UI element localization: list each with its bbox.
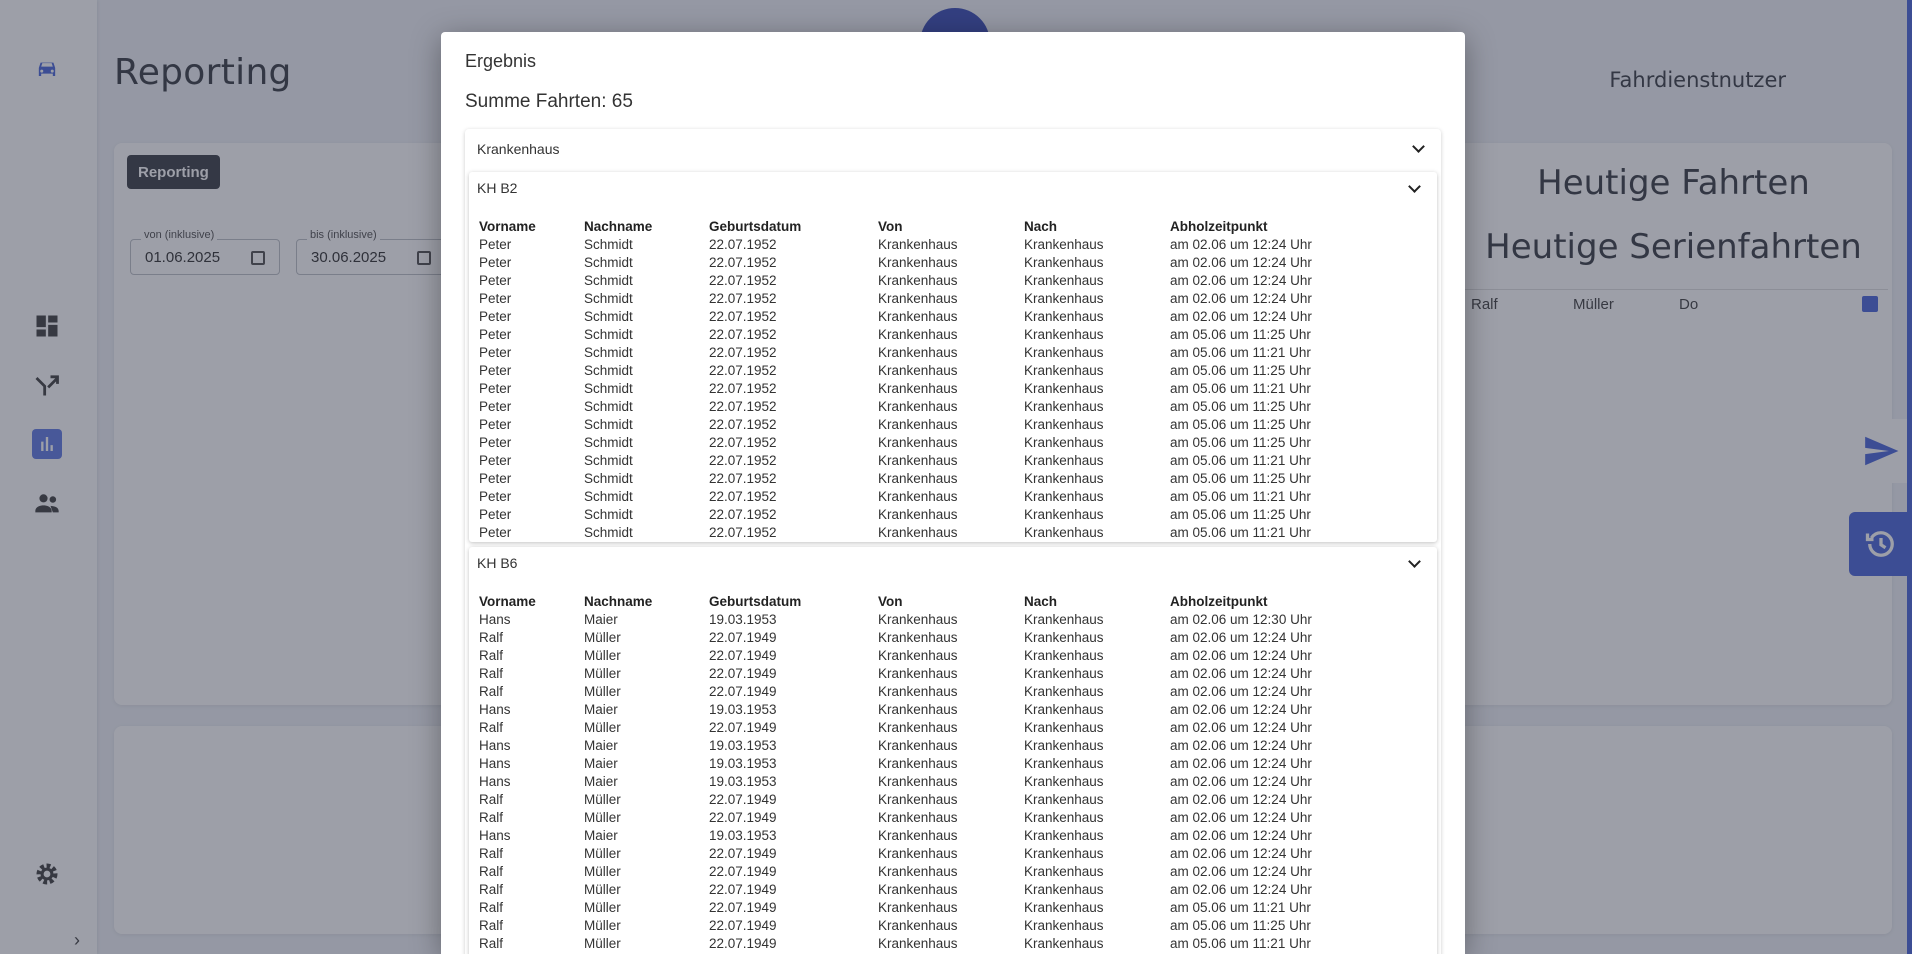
cell-von: Krankenhaus: [878, 719, 958, 735]
cell-abholzeitpunkt: am 05.06 um 11:25 Uhr: [1170, 416, 1311, 432]
rides-summary: Summe Fahrten: 65: [465, 91, 633, 112]
cell-vorname: Peter: [479, 434, 512, 450]
cell-nachname: Müller: [584, 647, 621, 663]
cell-von: Krankenhaus: [878, 290, 958, 306]
cell-von: Krankenhaus: [878, 665, 958, 681]
cell-nachname: Schmidt: [584, 452, 633, 468]
cell-von: Krankenhaus: [878, 647, 958, 663]
cell-von: Krankenhaus: [878, 308, 958, 324]
cell-nachname: Maier: [584, 737, 618, 753]
cell-von: Krankenhaus: [878, 881, 958, 897]
cell-nach: Krankenhaus: [1024, 488, 1104, 504]
cell-geburtsdatum: 22.07.1952: [709, 452, 777, 468]
column-header: Vorname: [479, 593, 536, 609]
cell-abholzeitpunkt: am 02.06 um 12:24 Uhr: [1170, 290, 1312, 306]
cell-abholzeitpunkt: am 02.06 um 12:30 Uhr: [1170, 611, 1312, 627]
cell-geburtsdatum: 22.07.1952: [709, 380, 777, 396]
cell-von: Krankenhaus: [878, 611, 958, 627]
column-header: Vorname: [479, 218, 536, 234]
cell-nachname: Schmidt: [584, 308, 633, 324]
cell-abholzeitpunkt: am 02.06 um 12:24 Uhr: [1170, 773, 1312, 789]
cell-nachname: Müller: [584, 719, 621, 735]
cell-von: Krankenhaus: [878, 416, 958, 432]
cell-nach: Krankenhaus: [1024, 683, 1104, 699]
table-row: [479, 808, 1370, 826]
table-header-row: [479, 592, 1370, 610]
cell-von: Krankenhaus: [878, 326, 958, 342]
cell-geburtsdatum: 22.07.1952: [709, 308, 777, 324]
column-header: Nach: [1024, 218, 1058, 234]
cell-abholzeitpunkt: am 05.06 um 11:21 Uhr: [1170, 524, 1311, 540]
cell-von: Krankenhaus: [878, 791, 958, 807]
cell-nach: Krankenhaus: [1024, 524, 1104, 540]
cell-nach: Krankenhaus: [1024, 899, 1104, 915]
cell-geburtsdatum: 22.07.1949: [709, 647, 777, 663]
table-row: [479, 934, 1370, 952]
cell-nach: Krankenhaus: [1024, 398, 1104, 414]
cell-nach: Krankenhaus: [1024, 308, 1104, 324]
cell-von: Krankenhaus: [878, 488, 958, 504]
cell-vorname: Peter: [479, 506, 512, 522]
cell-von: Krankenhaus: [878, 524, 958, 540]
table-row: [479, 682, 1370, 700]
table-row: [479, 523, 1370, 541]
section-label: KH B2: [477, 180, 518, 196]
cell-abholzeitpunkt: am 05.06 um 11:21 Uhr: [1170, 899, 1311, 915]
column-header: Nachname: [584, 218, 653, 234]
section-header[interactable]: [469, 172, 1437, 206]
cell-von: Krankenhaus: [878, 809, 958, 825]
column-header: Geburtsdatum: [709, 218, 802, 234]
cell-geburtsdatum: 19.03.1953: [709, 773, 777, 789]
cell-vorname: Hans: [479, 827, 511, 843]
table-row: [479, 700, 1370, 718]
cell-nachname: Müller: [584, 665, 621, 681]
cell-vorname: Ralf: [479, 935, 504, 951]
cell-von: Krankenhaus: [878, 380, 958, 396]
cell-vorname: Ralf: [479, 791, 504, 807]
chevron-down-icon[interactable]: [1408, 180, 1421, 193]
cell-vorname: Hans: [479, 737, 511, 753]
cell-geburtsdatum: 22.07.1952: [709, 398, 777, 414]
cell-nachname: Schmidt: [584, 344, 633, 360]
cell-nachname: Schmidt: [584, 272, 633, 288]
cell-geburtsdatum: 22.07.1949: [709, 683, 777, 699]
section-panel-kh-b6: [469, 547, 1437, 954]
cell-abholzeitpunkt: am 02.06 um 12:24 Uhr: [1170, 683, 1312, 699]
cell-nach: Krankenhaus: [1024, 470, 1104, 486]
cell-geburtsdatum: 22.07.1952: [709, 524, 777, 540]
table-row: [479, 646, 1370, 664]
cell-von: Krankenhaus: [878, 254, 958, 270]
cell-abholzeitpunkt: am 02.06 um 12:24 Uhr: [1170, 755, 1312, 771]
cell-von: Krankenhaus: [878, 434, 958, 450]
table-row: [479, 628, 1370, 646]
cell-vorname: Ralf: [479, 683, 504, 699]
cell-vorname: Hans: [479, 755, 511, 771]
cell-abholzeitpunkt: am 05.06 um 11:25 Uhr: [1170, 434, 1311, 450]
cell-von: Krankenhaus: [878, 755, 958, 771]
cell-nachname: Maier: [584, 827, 618, 843]
cell-vorname: Ralf: [479, 665, 504, 681]
cell-nachname: Schmidt: [584, 236, 633, 252]
table-row: [479, 235, 1370, 253]
cell-vorname: Ralf: [479, 809, 504, 825]
cell-von: Krankenhaus: [878, 506, 958, 522]
column-header: Nachname: [584, 593, 653, 609]
cell-geburtsdatum: 22.07.1952: [709, 416, 777, 432]
cell-vorname: Peter: [479, 488, 512, 504]
cell-nach: Krankenhaus: [1024, 254, 1104, 270]
cell-von: Krankenhaus: [878, 470, 958, 486]
cell-geburtsdatum: 22.07.1952: [709, 434, 777, 450]
cell-vorname: Hans: [479, 773, 511, 789]
table-row: [479, 790, 1370, 808]
table-row: [479, 772, 1370, 790]
table-row: [479, 880, 1370, 898]
cell-vorname: Peter: [479, 308, 512, 324]
cell-vorname: Ralf: [479, 629, 504, 645]
cell-nachname: Schmidt: [584, 380, 633, 396]
cell-vorname: Peter: [479, 272, 512, 288]
cell-abholzeitpunkt: am 02.06 um 12:24 Uhr: [1170, 272, 1312, 288]
cell-vorname: Ralf: [479, 917, 504, 933]
cell-von: Krankenhaus: [878, 236, 958, 252]
cell-vorname: Ralf: [479, 845, 504, 861]
cell-nach: Krankenhaus: [1024, 791, 1104, 807]
cell-nachname: Schmidt: [584, 416, 633, 432]
cell-abholzeitpunkt: am 02.06 um 12:24 Uhr: [1170, 863, 1312, 879]
table-row: [479, 307, 1370, 325]
cell-abholzeitpunkt: am 02.06 um 12:24 Uhr: [1170, 719, 1312, 735]
cell-nachname: Schmidt: [584, 506, 633, 522]
cell-geburtsdatum: 22.07.1949: [709, 917, 777, 933]
cell-vorname: Ralf: [479, 863, 504, 879]
cell-geburtsdatum: 22.07.1952: [709, 254, 777, 270]
result-dialog: [441, 32, 1465, 954]
cell-nach: Krankenhaus: [1024, 881, 1104, 897]
cell-abholzeitpunkt: am 02.06 um 12:24 Uhr: [1170, 737, 1312, 753]
cell-vorname: Peter: [479, 362, 512, 378]
cell-nach: Krankenhaus: [1024, 380, 1104, 396]
cell-nach: Krankenhaus: [1024, 665, 1104, 681]
table-row: [479, 415, 1370, 433]
dialog-title: Ergebnis: [465, 51, 537, 71]
cell-nachname: Maier: [584, 755, 618, 771]
cell-vorname: Peter: [479, 470, 512, 486]
cell-von: Krankenhaus: [878, 863, 958, 879]
cell-nach: Krankenhaus: [1024, 701, 1104, 717]
cell-geburtsdatum: 22.07.1949: [709, 845, 777, 861]
cell-abholzeitpunkt: am 02.06 um 12:24 Uhr: [1170, 647, 1312, 663]
table-row: [479, 664, 1370, 682]
table-row: [479, 271, 1370, 289]
cell-nachname: Schmidt: [584, 470, 633, 486]
table-row: [479, 505, 1370, 523]
column-header: Nach: [1024, 593, 1058, 609]
cell-von: Krankenhaus: [878, 917, 958, 933]
table-row: [479, 469, 1370, 487]
table-row: [479, 361, 1370, 379]
cell-nach: Krankenhaus: [1024, 326, 1104, 342]
cell-abholzeitpunkt: am 05.06 um 11:21 Uhr: [1170, 488, 1311, 504]
cell-vorname: Hans: [479, 701, 511, 717]
cell-abholzeitpunkt: am 02.06 um 12:24 Uhr: [1170, 881, 1312, 897]
group-accordion: [465, 129, 1441, 954]
cell-geburtsdatum: 22.07.1952: [709, 362, 777, 378]
column-header: Von: [878, 593, 903, 609]
cell-vorname: Peter: [479, 290, 512, 306]
group-accordion-header[interactable]: [465, 129, 1441, 169]
cell-vorname: Peter: [479, 452, 512, 468]
cell-nach: Krankenhaus: [1024, 935, 1104, 951]
cell-geburtsdatum: 22.07.1949: [709, 899, 777, 915]
cell-abholzeitpunkt: am 05.06 um 11:25 Uhr: [1170, 470, 1311, 486]
cell-geburtsdatum: 22.07.1952: [709, 506, 777, 522]
chevron-down-icon[interactable]: [1412, 140, 1425, 153]
cell-geburtsdatum: 22.07.1949: [709, 809, 777, 825]
cell-nach: Krankenhaus: [1024, 506, 1104, 522]
section-label: KH B6: [477, 555, 518, 571]
cell-abholzeitpunkt: am 05.06 um 11:25 Uhr: [1170, 506, 1311, 522]
column-header: Geburtsdatum: [709, 593, 802, 609]
table-row: [479, 754, 1370, 772]
cell-nachname: Müller: [584, 809, 621, 825]
cell-geburtsdatum: 19.03.1953: [709, 701, 777, 717]
cell-geburtsdatum: 22.07.1952: [709, 272, 777, 288]
cell-vorname: Hans: [479, 611, 511, 627]
table-row: [479, 325, 1370, 343]
cell-von: Krankenhaus: [878, 272, 958, 288]
rides-table: [479, 592, 1370, 952]
cell-geburtsdatum: 22.07.1952: [709, 236, 777, 252]
cell-nachname: Müller: [584, 899, 621, 915]
cell-geburtsdatum: 22.07.1949: [709, 719, 777, 735]
cell-nachname: Müller: [584, 791, 621, 807]
cell-abholzeitpunkt: am 02.06 um 12:24 Uhr: [1170, 629, 1312, 645]
cell-nach: Krankenhaus: [1024, 845, 1104, 861]
cell-abholzeitpunkt: am 02.06 um 12:24 Uhr: [1170, 845, 1312, 861]
cell-nachname: Schmidt: [584, 524, 633, 540]
section-header[interactable]: [469, 547, 1437, 581]
table-row: [479, 610, 1370, 628]
cell-nachname: Schmidt: [584, 254, 633, 270]
cell-nachname: Maier: [584, 701, 618, 717]
table-row: [479, 253, 1370, 271]
cell-nach: Krankenhaus: [1024, 434, 1104, 450]
cell-vorname: Ralf: [479, 719, 504, 735]
cell-abholzeitpunkt: am 05.06 um 11:25 Uhr: [1170, 398, 1311, 414]
cell-abholzeitpunkt: am 02.06 um 12:24 Uhr: [1170, 791, 1312, 807]
cell-vorname: Ralf: [479, 647, 504, 663]
cell-geburtsdatum: 22.07.1949: [709, 629, 777, 645]
cell-von: Krankenhaus: [878, 899, 958, 915]
table-row: [479, 736, 1370, 754]
cell-von: Krankenhaus: [878, 827, 958, 843]
table-row: [479, 451, 1370, 469]
cell-nachname: Müller: [584, 629, 621, 645]
cell-abholzeitpunkt: am 02.06 um 12:24 Uhr: [1170, 665, 1312, 681]
cell-abholzeitpunkt: am 02.06 um 12:24 Uhr: [1170, 701, 1312, 717]
cell-nach: Krankenhaus: [1024, 917, 1104, 933]
column-header: Von: [878, 218, 903, 234]
cell-nach: Krankenhaus: [1024, 290, 1104, 306]
cell-geburtsdatum: 22.07.1952: [709, 344, 777, 360]
cell-nach: Krankenhaus: [1024, 344, 1104, 360]
cell-von: Krankenhaus: [878, 935, 958, 951]
table-row: [479, 433, 1370, 451]
cell-geburtsdatum: 22.07.1952: [709, 290, 777, 306]
table-row: [479, 289, 1370, 307]
table-row: [479, 898, 1370, 916]
cell-nach: Krankenhaus: [1024, 272, 1104, 288]
table-row: [479, 826, 1370, 844]
cell-geburtsdatum: 22.07.1952: [709, 488, 777, 504]
cell-abholzeitpunkt: am 05.06 um 11:25 Uhr: [1170, 917, 1311, 933]
cell-geburtsdatum: 19.03.1953: [709, 611, 777, 627]
column-header: Abholzeitpunkt: [1170, 593, 1268, 609]
cell-geburtsdatum: 22.07.1949: [709, 791, 777, 807]
cell-geburtsdatum: 22.07.1949: [709, 935, 777, 951]
cell-abholzeitpunkt: am 05.06 um 11:21 Uhr: [1170, 380, 1311, 396]
cell-abholzeitpunkt: am 02.06 um 12:24 Uhr: [1170, 809, 1312, 825]
cell-nachname: Schmidt: [584, 290, 633, 306]
cell-geburtsdatum: 19.03.1953: [709, 737, 777, 753]
cell-vorname: Peter: [479, 398, 512, 414]
cell-nach: Krankenhaus: [1024, 809, 1104, 825]
cell-von: Krankenhaus: [878, 629, 958, 645]
cell-vorname: Peter: [479, 524, 512, 540]
cell-abholzeitpunkt: am 05.06 um 11:25 Uhr: [1170, 362, 1311, 378]
cell-nach: Krankenhaus: [1024, 863, 1104, 879]
table-row: [479, 379, 1370, 397]
cell-nachname: Schmidt: [584, 362, 633, 378]
cell-nachname: Schmidt: [584, 488, 633, 504]
cell-nach: Krankenhaus: [1024, 719, 1104, 735]
cell-nachname: Maier: [584, 611, 618, 627]
table-row: [479, 343, 1370, 361]
cell-von: Krankenhaus: [878, 845, 958, 861]
table-row: [479, 718, 1370, 736]
cell-geburtsdatum: 22.07.1949: [709, 863, 777, 879]
table-row: [479, 862, 1370, 880]
cell-vorname: Ralf: [479, 899, 504, 915]
cell-von: Krankenhaus: [878, 452, 958, 468]
table-header-row: [479, 217, 1370, 235]
cell-abholzeitpunkt: am 02.06 um 12:24 Uhr: [1170, 827, 1312, 843]
cell-nach: Krankenhaus: [1024, 416, 1104, 432]
cell-nach: Krankenhaus: [1024, 647, 1104, 663]
cell-nachname: Müller: [584, 683, 621, 699]
cell-abholzeitpunkt: am 05.06 um 11:21 Uhr: [1170, 935, 1311, 951]
cell-abholzeitpunkt: am 05.06 um 11:25 Uhr: [1170, 326, 1311, 342]
rides-table: [479, 217, 1370, 541]
cell-nachname: Schmidt: [584, 434, 633, 450]
cell-von: Krankenhaus: [878, 701, 958, 717]
cell-nach: Krankenhaus: [1024, 737, 1104, 753]
cell-vorname: Peter: [479, 254, 512, 270]
cell-abholzeitpunkt: am 05.06 um 11:21 Uhr: [1170, 452, 1311, 468]
cell-vorname: Peter: [479, 380, 512, 396]
cell-geburtsdatum: 22.07.1949: [709, 881, 777, 897]
table-row: [479, 844, 1370, 862]
cell-von: Krankenhaus: [878, 683, 958, 699]
cell-geburtsdatum: 22.07.1952: [709, 326, 777, 342]
cell-vorname: Ralf: [479, 881, 504, 897]
cell-nachname: Müller: [584, 917, 621, 933]
cell-nachname: Müller: [584, 845, 621, 861]
cell-nach: Krankenhaus: [1024, 611, 1104, 627]
cell-abholzeitpunkt: am 02.06 um 12:24 Uhr: [1170, 236, 1312, 252]
cell-nach: Krankenhaus: [1024, 755, 1104, 771]
cell-abholzeitpunkt: am 02.06 um 12:24 Uhr: [1170, 254, 1312, 270]
cell-von: Krankenhaus: [878, 398, 958, 414]
column-header: Abholzeitpunkt: [1170, 218, 1268, 234]
table-row: [479, 916, 1370, 934]
cell-nach: Krankenhaus: [1024, 629, 1104, 645]
cell-nachname: Schmidt: [584, 398, 633, 414]
cell-abholzeitpunkt: am 05.06 um 11:21 Uhr: [1170, 344, 1311, 360]
cell-abholzeitpunkt: am 02.06 um 12:24 Uhr: [1170, 308, 1312, 324]
cell-nach: Krankenhaus: [1024, 452, 1104, 468]
cell-nachname: Müller: [584, 863, 621, 879]
cell-nachname: Müller: [584, 881, 621, 897]
cell-geburtsdatum: 19.03.1953: [709, 755, 777, 771]
table-row: [479, 397, 1370, 415]
cell-nach: Krankenhaus: [1024, 236, 1104, 252]
section-panel-kh-b2: [469, 172, 1437, 542]
cell-vorname: Peter: [479, 344, 512, 360]
cell-geburtsdatum: 22.07.1952: [709, 470, 777, 486]
cell-von: Krankenhaus: [878, 773, 958, 789]
cell-nach: Krankenhaus: [1024, 773, 1104, 789]
table-row: [479, 487, 1370, 505]
cell-von: Krankenhaus: [878, 737, 958, 753]
cell-nach: Krankenhaus: [1024, 362, 1104, 378]
cell-geburtsdatum: 22.07.1949: [709, 665, 777, 681]
cell-geburtsdatum: 19.03.1953: [709, 827, 777, 843]
cell-nach: Krankenhaus: [1024, 827, 1104, 843]
cell-nachname: Maier: [584, 773, 618, 789]
cell-nachname: Schmidt: [584, 326, 633, 342]
cell-vorname: Peter: [479, 236, 512, 252]
cell-vorname: Peter: [479, 416, 512, 432]
cell-von: Krankenhaus: [878, 362, 958, 378]
cell-nachname: Müller: [584, 935, 621, 951]
group-label: Krankenhaus: [477, 141, 560, 157]
cell-von: Krankenhaus: [878, 344, 958, 360]
chevron-down-icon[interactable]: [1408, 555, 1421, 568]
cell-vorname: Peter: [479, 326, 512, 342]
